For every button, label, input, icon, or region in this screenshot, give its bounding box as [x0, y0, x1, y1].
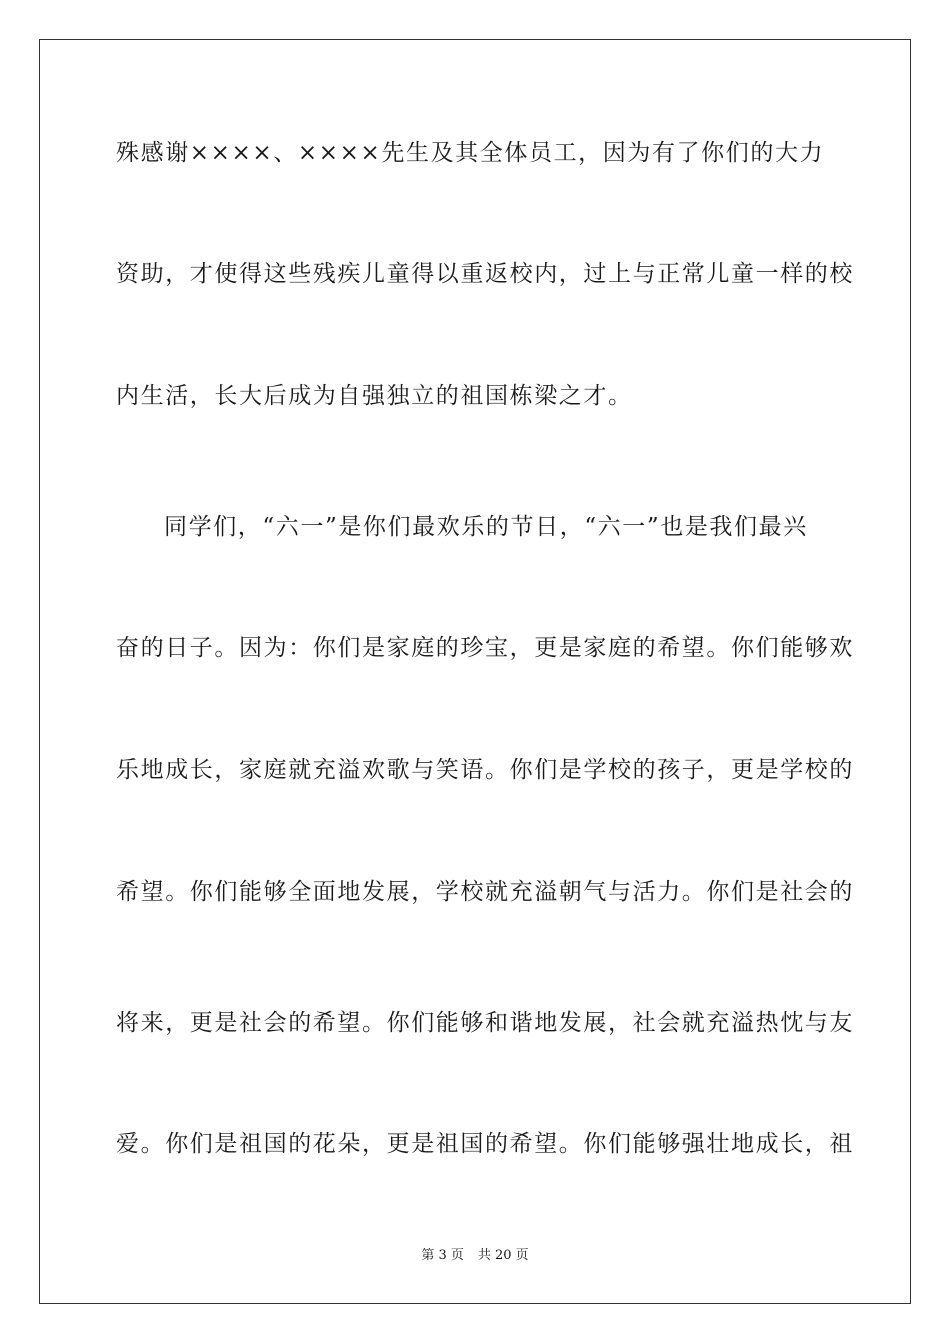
body-text-line-4: 同学们，“六一”是你们最欢乐的节日，“六一”也是我们最兴: [164, 514, 808, 540]
page-total: 共 20 页: [477, 1248, 529, 1263]
body-text-line-2: 资助，才使得这些残疾儿童得以重返校内，过上与正常儿童一样的校: [116, 261, 854, 287]
page-footer: [0, 1247, 950, 1265]
body-text-line-1: 殊感谢××××、××××先生及其全体员工，因为有了你们的大力: [116, 140, 825, 166]
page-border: [39, 39, 911, 1304]
body-text-line-5: 奋的日子。因为：你们是家庭的珍宝，更是家庭的希望。你们能够欢: [116, 635, 854, 661]
body-text-line-9: 爱。你们是祖国的花朵，更是祖国的希望。你们能够强壮地成长，祖: [116, 1131, 854, 1157]
body-text-line-6: 乐地成长，家庭就充溢欢歌与笑语。你们是学校的孩子，更是学校的: [116, 757, 854, 783]
body-text-line-8: 将来，更是社会的希望。你们能够和谐地发展，社会就充溢热忱与友: [116, 1010, 854, 1036]
page-number: 第 3 页: [421, 1248, 464, 1263]
body-text-line-3: 内生活，长大后成为自强独立的祖国栋梁之才。: [116, 383, 633, 409]
body-text-line-7: 希望。你们能够全面地发展，学校就充溢朝气与活力。你们是社会的: [116, 879, 854, 905]
